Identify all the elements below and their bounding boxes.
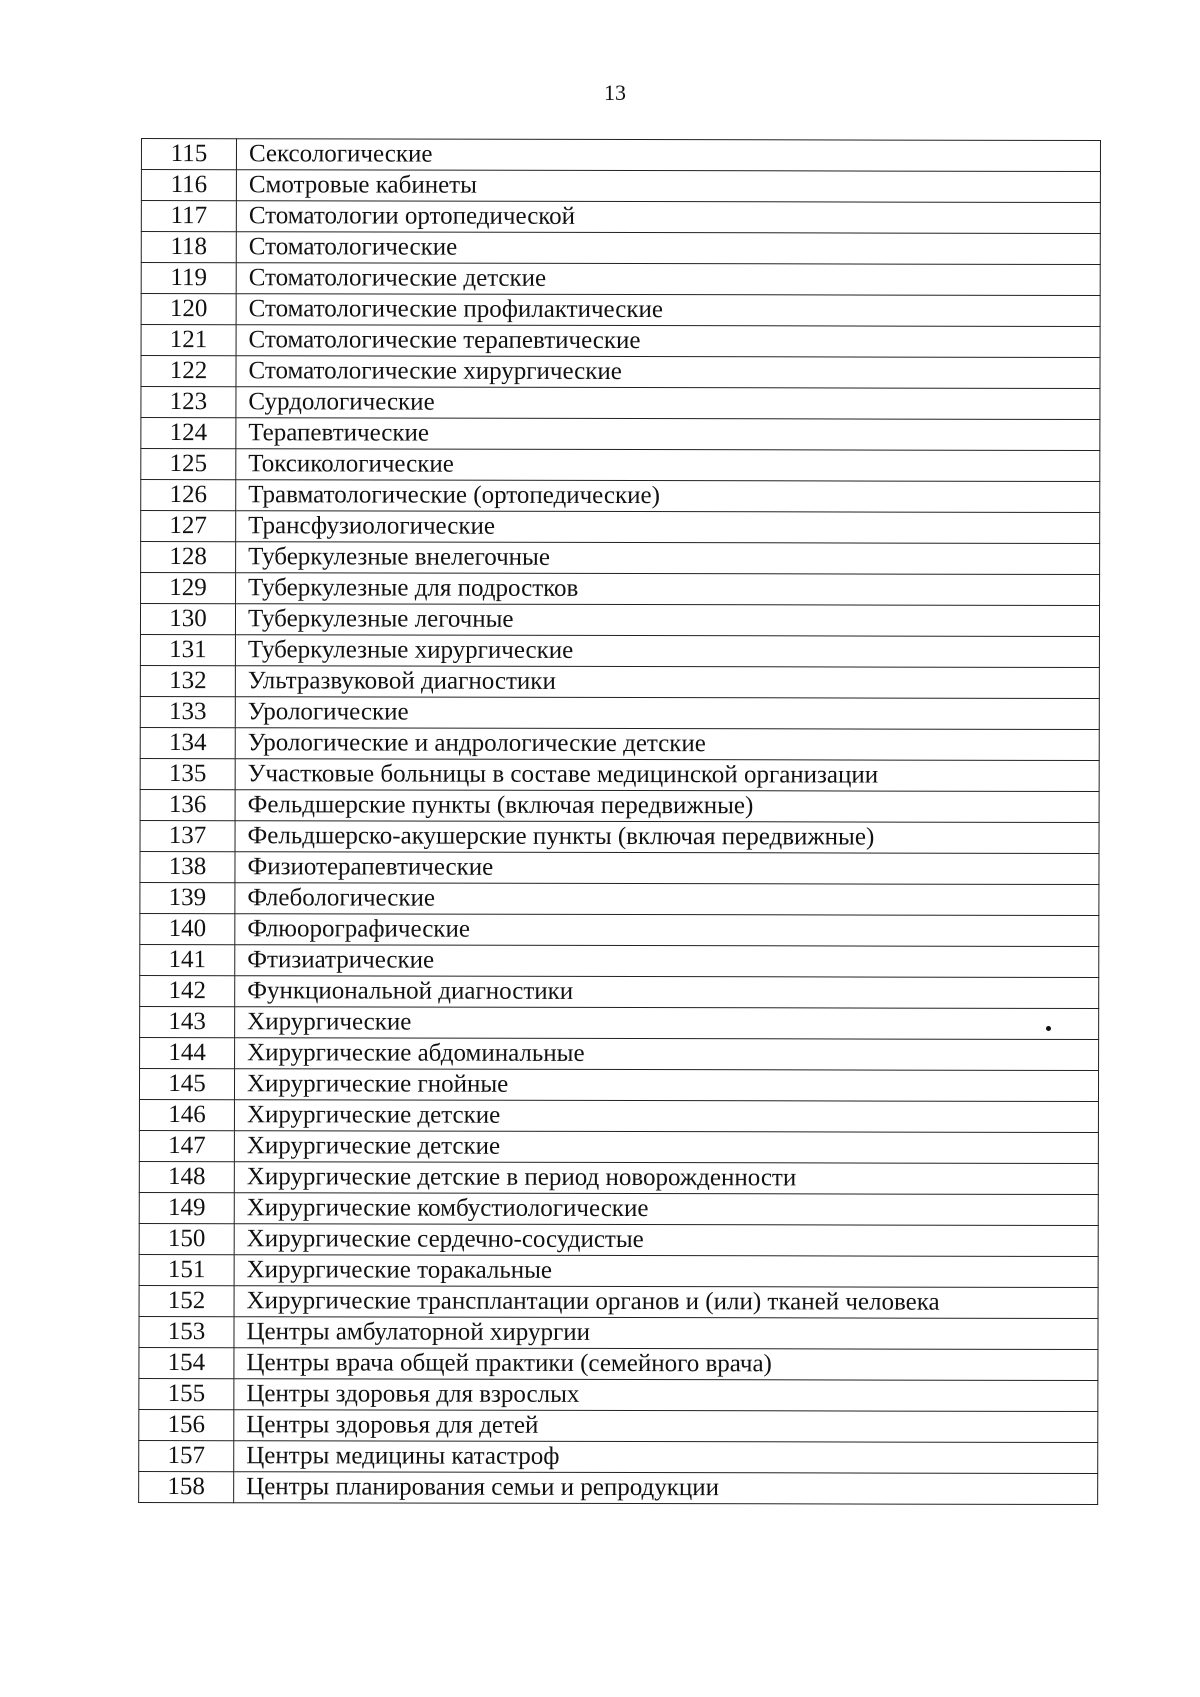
- row-name: Стоматологии ортопедической: [236, 201, 1100, 234]
- row-number: 116: [141, 170, 236, 201]
- table-row: [139, 1440, 1098, 1473]
- table-row: [141, 201, 1100, 234]
- row-number: 123: [141, 387, 236, 418]
- row-number: 146: [139, 1099, 234, 1130]
- table-row: [140, 944, 1099, 977]
- table-row: [140, 758, 1099, 791]
- row-name: Хирургические комбустиологические: [234, 1193, 1098, 1226]
- row-number: 119: [141, 263, 236, 294]
- row-name: Центры здоровья для детей: [234, 1410, 1098, 1443]
- row-name: Функциональной диагностики: [235, 976, 1099, 1009]
- row-name: Флебологические: [235, 883, 1099, 916]
- row-number: 157: [139, 1440, 234, 1471]
- row-number: 130: [140, 604, 235, 635]
- row-number: 139: [140, 882, 235, 913]
- table-row: [141, 387, 1100, 420]
- table-row: [139, 1409, 1098, 1442]
- page-number: 13: [604, 80, 626, 105]
- row-name: Хирургические торакальные: [234, 1255, 1098, 1288]
- row-name: Фтизиатрические: [235, 945, 1099, 978]
- table-row: [139, 1192, 1098, 1225]
- row-number: 115: [141, 139, 236, 170]
- table-row: [139, 1254, 1098, 1287]
- row-number: 134: [140, 727, 235, 758]
- row-number: 135: [140, 758, 235, 789]
- scan-speck: [1046, 1026, 1051, 1031]
- table-row: [140, 820, 1099, 853]
- table-row: [139, 1223, 1098, 1256]
- row-name: Сурдологические: [236, 387, 1100, 420]
- row-number: 141: [140, 944, 235, 975]
- row-number: 152: [139, 1285, 234, 1316]
- table-row: [141, 573, 1100, 606]
- table-row: [139, 1285, 1098, 1318]
- row-name: Центры врача общей практики (семейного врача): [234, 1348, 1098, 1381]
- row-number: 125: [141, 449, 236, 480]
- table-row: [140, 634, 1099, 667]
- row-name: Туберкулезные для подростков: [236, 573, 1100, 606]
- table-row: [140, 1037, 1099, 1070]
- row-name: Стоматологические детские: [236, 263, 1100, 296]
- row-name: Физиотерапевтические: [235, 852, 1099, 885]
- row-name: Хирургические абдоминальные: [235, 1038, 1099, 1071]
- table-row: [140, 1006, 1099, 1039]
- row-number: 122: [141, 356, 236, 387]
- table-row: [141, 294, 1100, 327]
- row-number: 118: [141, 232, 236, 263]
- row-number: 153: [139, 1316, 234, 1347]
- row-name: Стоматологические: [236, 232, 1100, 265]
- row-number: 127: [141, 511, 236, 542]
- row-name: Сексологические: [236, 139, 1100, 172]
- row-number: 145: [139, 1068, 234, 1099]
- row-number: 147: [139, 1130, 234, 1161]
- row-number: 124: [141, 418, 236, 449]
- row-number: 155: [139, 1378, 234, 1409]
- table-row: [141, 542, 1100, 575]
- row-name: Центры здоровья для взрослых: [234, 1379, 1098, 1412]
- table-row: [140, 882, 1099, 915]
- table-row: [139, 1316, 1098, 1349]
- row-name: Трансфузиологические: [236, 511, 1100, 544]
- row-name: Хирургические: [235, 1007, 1099, 1040]
- table-row: [141, 356, 1100, 389]
- row-name: Токсикологические: [236, 449, 1100, 482]
- row-number: 131: [140, 634, 235, 665]
- table-row: [139, 1161, 1098, 1194]
- departments-table: [138, 138, 1101, 1505]
- row-name: Центры медицины катастроф: [234, 1441, 1098, 1474]
- row-name: Терапевтические: [236, 418, 1100, 451]
- table-row: [139, 1471, 1098, 1504]
- row-name: Центры планирования семьи и репродукции: [234, 1472, 1098, 1505]
- row-name: Центры амбулаторной хирургии: [234, 1317, 1098, 1350]
- row-name: Фельдшерско-акушерские пункты (включая передвижные): [235, 821, 1099, 854]
- row-name: Смотровые кабинеты: [236, 170, 1100, 203]
- table-row: [141, 511, 1100, 544]
- row-number: 144: [140, 1037, 235, 1068]
- row-name: Стоматологические хирургические: [236, 356, 1100, 389]
- row-number: 117: [141, 201, 236, 232]
- row-number: 128: [141, 542, 236, 573]
- row-number: 136: [140, 789, 235, 820]
- table-row: [139, 1378, 1098, 1411]
- row-number: 138: [140, 851, 235, 882]
- table-row: [140, 851, 1099, 884]
- row-name: Туберкулезные легочные: [235, 604, 1099, 637]
- table-row: [141, 263, 1100, 296]
- row-number: 154: [139, 1347, 234, 1378]
- row-number: 129: [141, 573, 236, 604]
- row-number: 126: [141, 480, 236, 511]
- row-name: Фельдшерские пункты (включая передвижные): [235, 790, 1099, 823]
- row-name: Хирургические детские: [234, 1131, 1098, 1164]
- row-name: Участковые больницы в составе медицинской организации: [235, 759, 1099, 792]
- row-number: 133: [140, 696, 235, 727]
- row-number: 156: [139, 1409, 234, 1440]
- row-name: Стоматологические профилактические: [236, 294, 1100, 327]
- row-number: 158: [139, 1471, 234, 1502]
- row-number: 150: [139, 1223, 234, 1254]
- row-number: 137: [140, 820, 235, 851]
- table-row: [140, 789, 1099, 822]
- table-row: [141, 170, 1100, 203]
- table-row: [140, 975, 1099, 1008]
- row-number: 149: [139, 1192, 234, 1223]
- row-name: Хирургические трансплантации органов и (или) тканей человека: [234, 1286, 1098, 1319]
- table-row: [141, 325, 1100, 358]
- table-row: [141, 480, 1100, 513]
- row-name: Хирургические гнойные: [234, 1069, 1098, 1102]
- row-name: Хирургические сердечно-сосудистые: [234, 1224, 1098, 1257]
- table-row: [141, 449, 1100, 482]
- row-number: 151: [139, 1254, 234, 1285]
- row-number: 132: [140, 665, 235, 696]
- table-row: [139, 1099, 1098, 1132]
- row-name: Стоматологические терапевтические: [236, 325, 1100, 358]
- table-row: [141, 139, 1100, 172]
- row-number: 143: [140, 1006, 235, 1037]
- row-number: 120: [141, 294, 236, 325]
- table-row: [139, 1347, 1098, 1380]
- row-number: 142: [140, 975, 235, 1006]
- row-name: Туберкулезные внелегочные: [236, 542, 1100, 575]
- row-name: Флюорографические: [235, 914, 1099, 947]
- row-name: Туберкулезные хирургические: [235, 635, 1099, 668]
- row-name: Ультразвуковой диагностики: [235, 666, 1099, 699]
- row-name: Хирургические детские: [234, 1100, 1098, 1133]
- row-number: 121: [141, 325, 236, 356]
- table-row: [140, 665, 1099, 698]
- table-row: [140, 696, 1099, 729]
- table-row: [140, 604, 1099, 637]
- table-row: [141, 232, 1100, 265]
- table-row: [140, 913, 1099, 946]
- row-name: Хирургические детские в период новорожденности: [234, 1162, 1098, 1195]
- table-body: [139, 139, 1101, 1505]
- table-row: [139, 1130, 1098, 1163]
- row-name: Урологические: [235, 697, 1099, 730]
- table-row: [141, 418, 1100, 451]
- row-name: Травматологические (ортопедические): [236, 480, 1100, 513]
- row-number: 148: [139, 1161, 234, 1192]
- row-name: Урологические и андрологические детские: [235, 728, 1099, 761]
- row-number: 140: [140, 913, 235, 944]
- table-row: [139, 1068, 1098, 1101]
- table-row: [140, 727, 1099, 760]
